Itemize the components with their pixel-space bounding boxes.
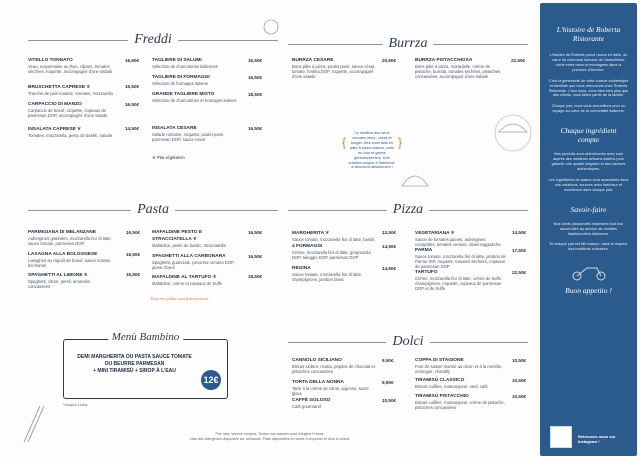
item-price: 15,50€ (125, 84, 140, 89)
item-price: 16,50€ (125, 102, 140, 107)
leaf-icon: ❦ (77, 126, 82, 131)
story-sidebar (540, 3, 637, 456)
age-note: *Jusqu'à 12ans (63, 403, 88, 407)
plate-illustration-icon (262, 18, 280, 36)
item-desc: Sélection de charcuteries italiennes (152, 63, 218, 69)
menu-bambino-box (63, 331, 228, 399)
item-price: 14,50€ (382, 266, 397, 271)
item-name: INSALATA CESARE (152, 126, 197, 131)
homemade-note: Tous nos plats sont faits maison (150, 296, 209, 301)
item-price: 16,50€ (248, 126, 263, 131)
item-desc: Spaghetti, guanciale, pecorino romano DOP, jaune d'oeuf (152, 259, 235, 271)
leaf-icon: ❦ (325, 230, 330, 235)
divider (288, 342, 386, 343)
menu-item (152, 274, 267, 286)
footer-line: Prix nets, service compris. Toutes nos viandes sont d'origine France. (215, 432, 325, 436)
menu-item (152, 92, 263, 103)
burrza-title: Burrza (388, 36, 428, 51)
menu-item (292, 380, 404, 396)
item-name (152, 230, 220, 243)
item-desc: Buns pâte à pizza, mortadelle, crème de pistache, burrata, tomates séchées, pistaches concassées, accompagné d'une salade (415, 63, 501, 80)
item-name-text: SPAGHETTI AL LIMONE (28, 273, 83, 278)
item-name: CANNOLO SICILIANO (292, 358, 342, 363)
item-price: 22,50€ (512, 270, 527, 275)
divider (28, 210, 131, 211)
item-desc: Tomates, mozzarella, pesto de basilic, salade (28, 132, 113, 138)
ingredient-p2: Les ingrédients de saison sont assemblés dans nos créations, sourcés avec fraîcheur et excellence dans chaque plat. (548, 177, 629, 192)
qr-code-icon[interactable] (550, 426, 572, 448)
freddi-title: Freddi (134, 32, 172, 47)
divider (288, 210, 387, 211)
dolci-title-row (288, 334, 528, 350)
item-name: GRANDE TAGLIERE MISTO (152, 92, 215, 97)
bambino-line: OU BEURRE PARMESAN (104, 360, 165, 367)
item-price: 17,50€ (512, 248, 527, 253)
leaf-icon: ❦ (86, 84, 91, 89)
savoir-p2: Et chaque plat est fait maison, dans le respect des traditions culinaires. (549, 242, 628, 252)
leaf-icon: ❦ (212, 274, 217, 279)
freddi-title-row (28, 32, 278, 48)
item-name: CARPACCIO DI MANZO (28, 102, 82, 107)
veg-legend-text: Plat végétarien (156, 155, 185, 160)
item-name: PARMA (415, 248, 433, 253)
menu-item (292, 266, 404, 282)
item-desc: Sauce de tomates jaunes, aubergines, courgettes, tomates cerises, olives taggiasche (415, 236, 501, 248)
menu-item (292, 244, 404, 260)
item-price: 16,50€ (248, 75, 263, 80)
item-name-text: MAFALDINE AL TARTUFO (152, 275, 212, 280)
instagram-text: Retrouvez-nous sur Instagram ! (578, 433, 616, 444)
item-name: TIRAMISÙ PISTACCHIO (415, 394, 469, 399)
item-price: 18,50€ (248, 92, 263, 97)
item-name: COPPA DI STAGIONE (415, 358, 464, 363)
item-desc: Biscuit cuillère, mascarpone, crème de pistache, pistaches concassées (415, 399, 505, 411)
dolci-title: Dolci (392, 334, 424, 349)
brace-right-icon: } (397, 135, 402, 149)
menu-item (292, 230, 404, 242)
divider (433, 44, 528, 45)
item-price: 16,50€ (125, 58, 140, 63)
menu-item (28, 102, 140, 119)
item-desc: Aubergines gratinées, mozzarella fior di latte, sauce tomate, parmesan DOP (28, 235, 112, 247)
menu-item (152, 126, 263, 143)
dolci-section (288, 334, 528, 350)
scooter-illustration-icon (567, 260, 611, 282)
pizza-section (288, 202, 528, 218)
pizza-slice-illustration-icon (400, 168, 430, 188)
item-desc: Tarte à la crème de citron, pignons, sucre glace (292, 385, 369, 397)
item-price: 10,50€ (512, 394, 527, 399)
item-name-text: MARGHERITA (292, 231, 324, 236)
item-price: 16,50€ (126, 252, 141, 257)
burrza-section (288, 36, 528, 52)
item-desc: Fruit de saison mariné au citron et à la menthe, meringue, chantilly (415, 363, 503, 375)
menu-item (415, 358, 530, 374)
buon-appetito: Buon appetito ! (565, 286, 612, 296)
menu-item (415, 58, 530, 80)
menu-item (292, 358, 404, 374)
bambino-line: + MINI TIRAMISÙ + SIROP À L'EAU (93, 367, 176, 374)
item-desc: Sauce tomate, mozzarella fior di latte, champignons, jambon blanc (292, 271, 363, 283)
item-price: 10,50€ (382, 398, 397, 403)
menu-item (415, 248, 530, 270)
item-name: LASAGNA ALLA BOLOGNESE (28, 252, 98, 257)
item-name: TIRAMISÙ CLASSICO (415, 378, 465, 383)
item-price: 14,50€ (125, 126, 140, 131)
divider (175, 210, 278, 211)
item-price: 16,50€ (248, 230, 263, 235)
leaf-icon: ❦ (193, 235, 197, 241)
item-price: 16,50€ (126, 230, 141, 235)
item-desc: Café gourmand (292, 403, 321, 409)
item-name: 4 FORMAGGI (292, 244, 323, 249)
item-name-text: VEGETARIANA (415, 231, 450, 236)
item-desc: Sélection de charcuteries et fromages italiens (152, 97, 237, 103)
menu-item (415, 230, 530, 247)
item-price: 9,50€ (382, 358, 394, 363)
item-desc: Crème, mozzarella fior di latte, gorgonzola DOP, taleggio DOP, parmesan DOP (292, 249, 371, 261)
burrza-bubble (342, 131, 402, 170)
item-name-text: BRUSCHETTA CAPRESE (28, 85, 86, 90)
ingredient-p1: Nos produits sont sélectionnés avec soin auprès des meilleurs artisans italiens pour garantir une qualité inégalée et des saveurs authentiques. (551, 152, 626, 171)
histoire-p3: Chaque jour, nous vous accueillons pour un voyage au cœur de la convivialité italienne. (551, 104, 626, 114)
menu-item (292, 58, 402, 80)
histoire-p2: C'est la générosité de cette cuisine authentique et familiale que nous retrouvons chez Roberta Ristorante. Chez nous, vous êtes bien plus que des clients, vous faites partie de la famille. (548, 78, 629, 98)
item-price: 22,50€ (511, 58, 526, 63)
menu-item (28, 58, 140, 75)
item-desc: Salade romaine, roquette, poulet pané, parmesan DOP, sauce césar (152, 131, 225, 143)
burger-illustration-icon (490, 110, 536, 156)
brace-left-icon: { (342, 135, 347, 149)
divider (430, 342, 528, 343)
item-name: SPAGHETTI ALLA CARBONARA (152, 254, 226, 259)
pasta-section (28, 202, 278, 218)
item-price: 14,50€ (382, 244, 397, 249)
item-name: REGINA (292, 266, 311, 271)
ingredient-title: Chaque ingrédient compte (560, 126, 617, 145)
item-desc: Sélection de fromages italiens (152, 80, 208, 86)
menu-item (152, 75, 263, 86)
item-name: VITELLO TONNATO (28, 58, 73, 63)
bubble-text: Le meilleur des deux mondes réuni : pizza et burger. Des buns faits en pâte à pizza maison, cuits au four et garnis généreusement. Une création unique à l'italienne, à découvrir absolument ! (348, 131, 396, 170)
item-desc: Biscuit cuillère, mascarpone, oeuf, café (415, 383, 488, 389)
divider (429, 210, 528, 211)
item-desc: Biscuit sicilien, ricotta, pépites de chocolat et pistaches concassées (292, 363, 375, 375)
item-price: 18,50€ (248, 274, 263, 279)
footer (60, 432, 480, 442)
item-name: CAFFÈ GOLOSO (292, 398, 331, 403)
menu-item (292, 398, 404, 409)
item-desc: Mafaldine, crème et copeaux de truffe (152, 280, 223, 286)
divider (178, 40, 278, 41)
footer-line: Liste des allergènes disponible sur demande. Plats disponibles en vente à emporter et click & collect. (189, 437, 351, 442)
item-price: 12,50€ (382, 230, 397, 235)
item-name: PARMIGIANA DI MELANZANE (28, 230, 96, 235)
item-desc: Carpaccio de boeuf, roquette, copeaux de parmesan DOP, accompagné d'une salade (28, 107, 108, 119)
pasta-title-row (28, 202, 278, 218)
freddi-section (28, 32, 278, 48)
item-price: 14,50€ (512, 230, 527, 235)
bambino-line: DEMI MARGHERITA OU PASTA SAUCE TOMATE (77, 354, 192, 360)
menu-item (28, 126, 146, 138)
menu-item (415, 270, 530, 292)
item-price: 10,50€ (512, 358, 527, 363)
item-name (28, 84, 136, 91)
item-desc: Sauce tomate, mozzarella fior di latte, basilic (292, 236, 375, 242)
item-name: TORTA DELLA NONNA (292, 380, 344, 385)
item-name: BURRZA PISTACCHIOSA (415, 58, 473, 63)
menu-item (152, 58, 263, 69)
menu-item (28, 230, 143, 246)
item-desc: Crème, mozzarella fior di latte, crème de truffe, champignons, roquette, copeaux de parmesan DOP et de truffe (415, 275, 503, 292)
pasta-title: Pasta (137, 202, 169, 217)
leaf-icon: ❦ (450, 230, 455, 235)
item-desc: Spaghetti, citron, persil, amandes concassées (28, 278, 91, 290)
item-price: 9,50€ (382, 380, 394, 385)
item-name: TARTUFO (415, 270, 438, 275)
item-price: 16,50€ (248, 58, 263, 63)
savoir-title: Savoir-faire (570, 204, 607, 214)
item-price: 20,50€ (382, 58, 397, 63)
item-price: 10,50€ (512, 378, 527, 383)
menu-item (152, 230, 267, 248)
menu-item (28, 272, 143, 289)
bambino-price-badge: 12€ (201, 370, 221, 390)
item-desc: Lasagnes au ragoût de boeuf, sauce tomate, béchamel (28, 257, 112, 269)
pizza-title: Pizza (392, 202, 424, 217)
item-desc: Veau, mayonnaise au thon, câpres, tomates séchées, roquette, accompagné d'une salade (28, 63, 113, 75)
item-name: BURRZA CESARE (292, 58, 334, 63)
item-name-text: INSALATA CAPRESE (28, 127, 76, 132)
item-price: 16,50€ (126, 272, 141, 277)
item-desc: Mafaldine, pesto de basilic, stracciatella (152, 242, 226, 248)
leaf-icon: ❦ (83, 272, 88, 277)
item-name: TAGLIERE DI SALUMI (152, 58, 202, 63)
menu-item (415, 378, 530, 389)
divider (288, 44, 383, 45)
menu-item (152, 254, 267, 270)
menu-item (28, 84, 140, 96)
savoir-p1: Nos chefs passionnés maîtrisent tout leur savoir-faire au service de recettes traditionnelles italiennes. (553, 221, 624, 236)
veg-legend (152, 155, 185, 161)
cutlery-illustration-icon (18, 400, 54, 444)
leaf-icon: ❦ (152, 155, 156, 160)
divider (28, 40, 128, 41)
burrza-title-row (288, 36, 528, 52)
item-desc: Buns pâte à pizza, poulet pané, sauce césar, tomate, fontina DOP, roquette, accompagné d'une salade (292, 63, 376, 80)
item-name: TAGLIERE DI FORMAGGI (152, 75, 210, 80)
histoire-title: L'histoire de Roberta Ristorante (556, 25, 621, 43)
item-desc: Sauce tomate, mozzarella fior di latte, jambon de Parme IGP, roquette, tomates séchées, copeaux de parmesan DOP (415, 253, 506, 270)
item-name-text: MAFALDINE PESTO E STRACCIATELLA (152, 230, 203, 242)
menu-item (28, 252, 143, 268)
menu-item (415, 394, 530, 410)
bambino-text (72, 354, 197, 374)
pizza-title-row (288, 202, 528, 218)
item-price: 16,50€ (248, 254, 263, 259)
bambino-title: Menù Bambino (108, 331, 184, 343)
histoire-p1: L'histoire de Roberta prend racine en Italie, au cœur du charmant hameau de Sassofeltrio, niché entre mers et montagnes dans la province d'Ancône. (549, 53, 628, 72)
item-desc: Tranche de pain toastée, tomates, mozzarella (28, 90, 113, 96)
